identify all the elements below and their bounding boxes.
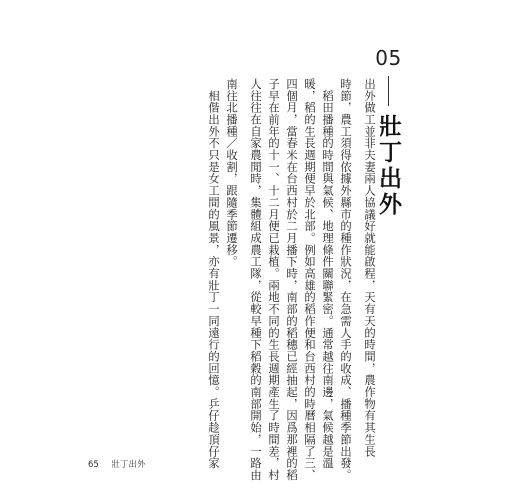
paragraph-line: 四個月，當春米在台西村於二月播下時，南部的稻穗已經抽起，因爲那裡的稻 <box>285 78 298 481</box>
chapter-divider <box>388 76 389 106</box>
paragraph-line: 人往往在自家農閒時，集體組成農工隊，從較早種下稻穀的南部開始，一路由 <box>249 78 262 481</box>
paragraph-line: 時節，農工須得依據外縣市的種作狀況，在急需人手的收成、播種季節出發。 <box>339 78 352 481</box>
paragraph-line: 暖，稻的生長週期便早於北部。例如高雄的稻作便和台西村的時曆相隔了三、 <box>303 78 316 481</box>
paragraph-line: 稻田播種的時間與氣候、地理條件關聯緊密。通常越往南邊，氣候越是溫 <box>321 78 334 470</box>
paragraph-line: 相偕出外不只是女工間的風景，亦有壯丁一同遠行的回憶。乒仔趁頂仔家 <box>207 78 220 470</box>
chapter-title: 壯丁出外 <box>375 114 402 218</box>
page-footer <box>88 458 146 470</box>
chapter-number: 05 <box>375 46 402 70</box>
paragraph-line: 南往北播種／收割，跟隨季節遷移。 <box>225 78 238 268</box>
chapter-heading <box>372 46 405 218</box>
running-title: 壯丁出外 <box>111 460 146 470</box>
paragraph-line: 出外做工並非夫妻兩人協議好就能啟程，天有天的時間，農作物有其生長 <box>363 78 376 458</box>
page-number: 65 <box>88 460 99 470</box>
paragraph-line: 子早在前年的十一、十二月便已栽植。兩地不同的生長週期產生了時間差，村 <box>267 78 280 481</box>
body-text <box>204 78 378 481</box>
